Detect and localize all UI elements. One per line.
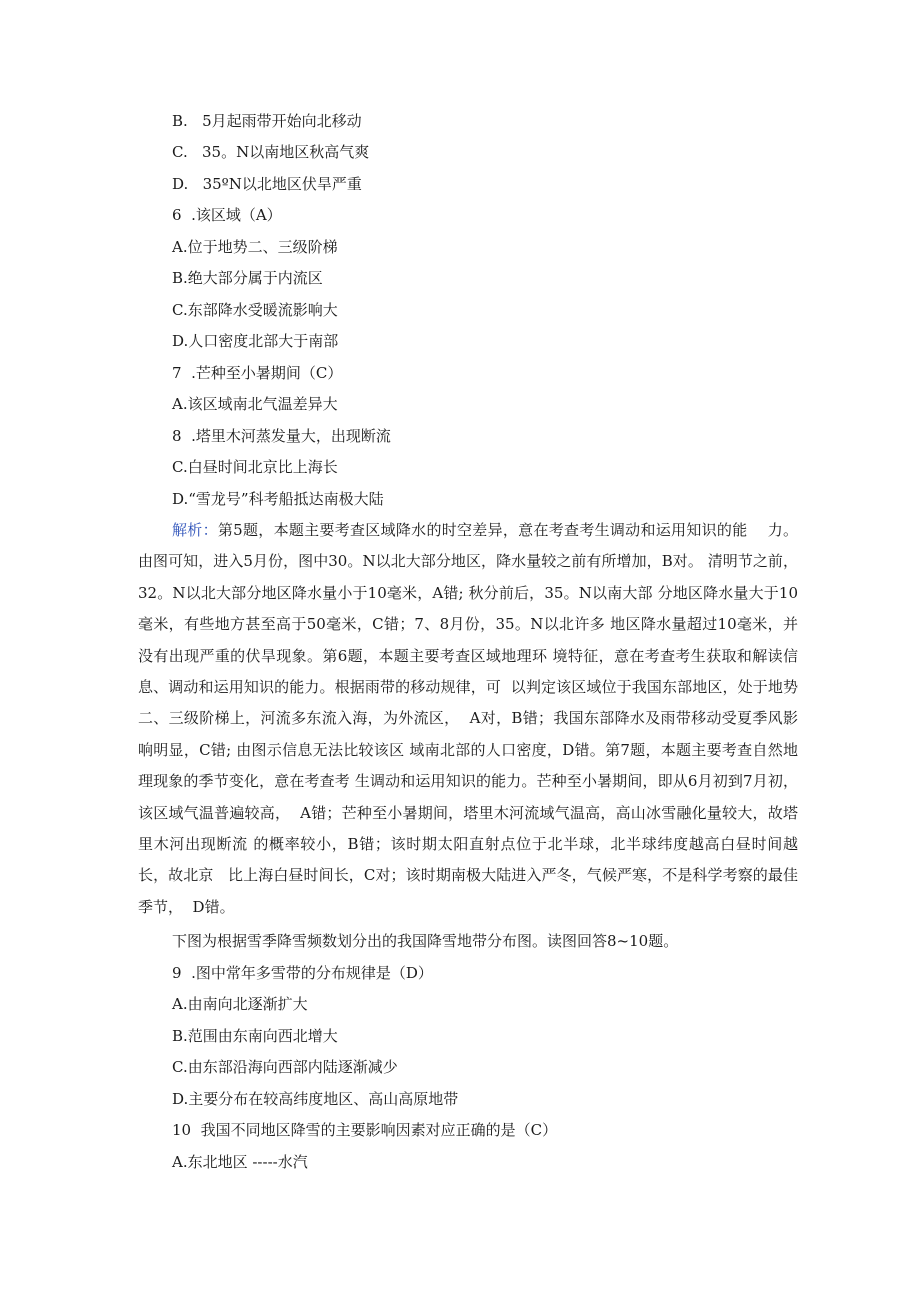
option-a-northeast-moisture: A.东北地区 -----水汽 <box>172 1153 308 1171</box>
question-9: 9 .图中常年多雪带的分布规律是（D） <box>172 964 433 982</box>
map-intro: 下图为根据雪季降雪频数划分出的我国降雪地带分布图。读图回答8~10题。 <box>172 932 679 950</box>
option-a-terrain-steps: A.位于地势二、三级阶梯 <box>172 238 338 256</box>
analysis-text: 第5题，本题主要考查区域降水的时空差异，意在考查考生调动和运用知识的能 力。由图可知，进入5月份，图中30。N以北大部分地区，降水量较之前有所增加，B对。 清明节之前，32。N以北大部分地区降水量小于10毫米，A错; 秋分前后，35。N以南大部 分地区降水量大于10毫米，有些地方甚至高于50毫米，C错；7、8月份，35。N以北许多 地区降水量超过10毫米，并没有出现严重的伏旱现象。第6题，本题主要考查区域地理环 境特征，意在考查考生获取和解读信息、调动和运用知识的能力。根据雨带的移动规律，可 以判定该区域位于我国东部地区，处于地势二、三级阶梯上，河流多东流入海，为外流区， A对，B错；我国东部降水及雨带移动受夏季风影响明显，C错; 由图示信息无法比较该区 域南北部的人口密度，D错。第7题，本题主要考查自然地理现象的季节变化，意在考查考 生调动和运用知识的能力。芒种至小暑期间，即从6月初到7月初，该区域气温普遍较高， A错；芒种至小暑期间，塔里木河流域气温高，高山冰雪融化量较大，故塔里木河出现断流 的概率较小，B错；该时期太阳直射点位于北半球，北半球纬度越高白昼时间越长，故北京 比上海白昼时间长，C对；该时期南极大陆进入严冬，气候严寒，不是科学考察的最佳季节， D错。 <box>138 521 798 916</box>
option-d-high-latitude-plateau: D.主要分布在较高纬度地区、高山高原地带 <box>172 1090 459 1108</box>
option-d-north-35n: D. 35ºN以北地区伏旱严重 <box>172 175 362 193</box>
option-c-daytime-length: C.白昼时间北京比上海长 <box>172 458 338 476</box>
option-b-southeast-to-northwest: B.范围由东南向西北增大 <box>172 1027 338 1045</box>
option-c-coast-to-inland: C.由东部沿海向西部内陆逐渐减少 <box>172 1058 398 1076</box>
option-b-rainband: B. 5月起雨带开始向北移动 <box>172 112 362 130</box>
question-7: 7 .芒种至小暑期间（C） <box>172 364 343 382</box>
question-8-tarim-river: 8 .塔里木河蒸发量大，出现断流 <box>172 427 391 445</box>
question-10: 10 我国不同地区降雪的主要影响因素对应正确的是（C） <box>172 1121 558 1139</box>
option-a-south-to-north: A.由南向北逐渐扩大 <box>172 995 308 1013</box>
analysis-paragraph <box>138 515 798 923</box>
option-c-south-35n: C. 35。N以南地区秋高气爽 <box>172 143 370 161</box>
analysis-label: 解析： <box>172 521 218 539</box>
option-d-xuelong-ship: D.“雪龙号”科考船抵达南极大陆 <box>172 490 384 508</box>
option-b-inland-drainage: B.绝大部分属于内流区 <box>172 269 323 287</box>
option-a-temperature-difference: A.该区域南北气温差异大 <box>172 395 338 413</box>
option-c-warm-current: C.东部降水受暖流影响大 <box>172 301 338 319</box>
question-6: 6 .该区域（A） <box>172 206 282 224</box>
option-d-population-density: D.人口密度北部大于南部 <box>172 332 339 350</box>
